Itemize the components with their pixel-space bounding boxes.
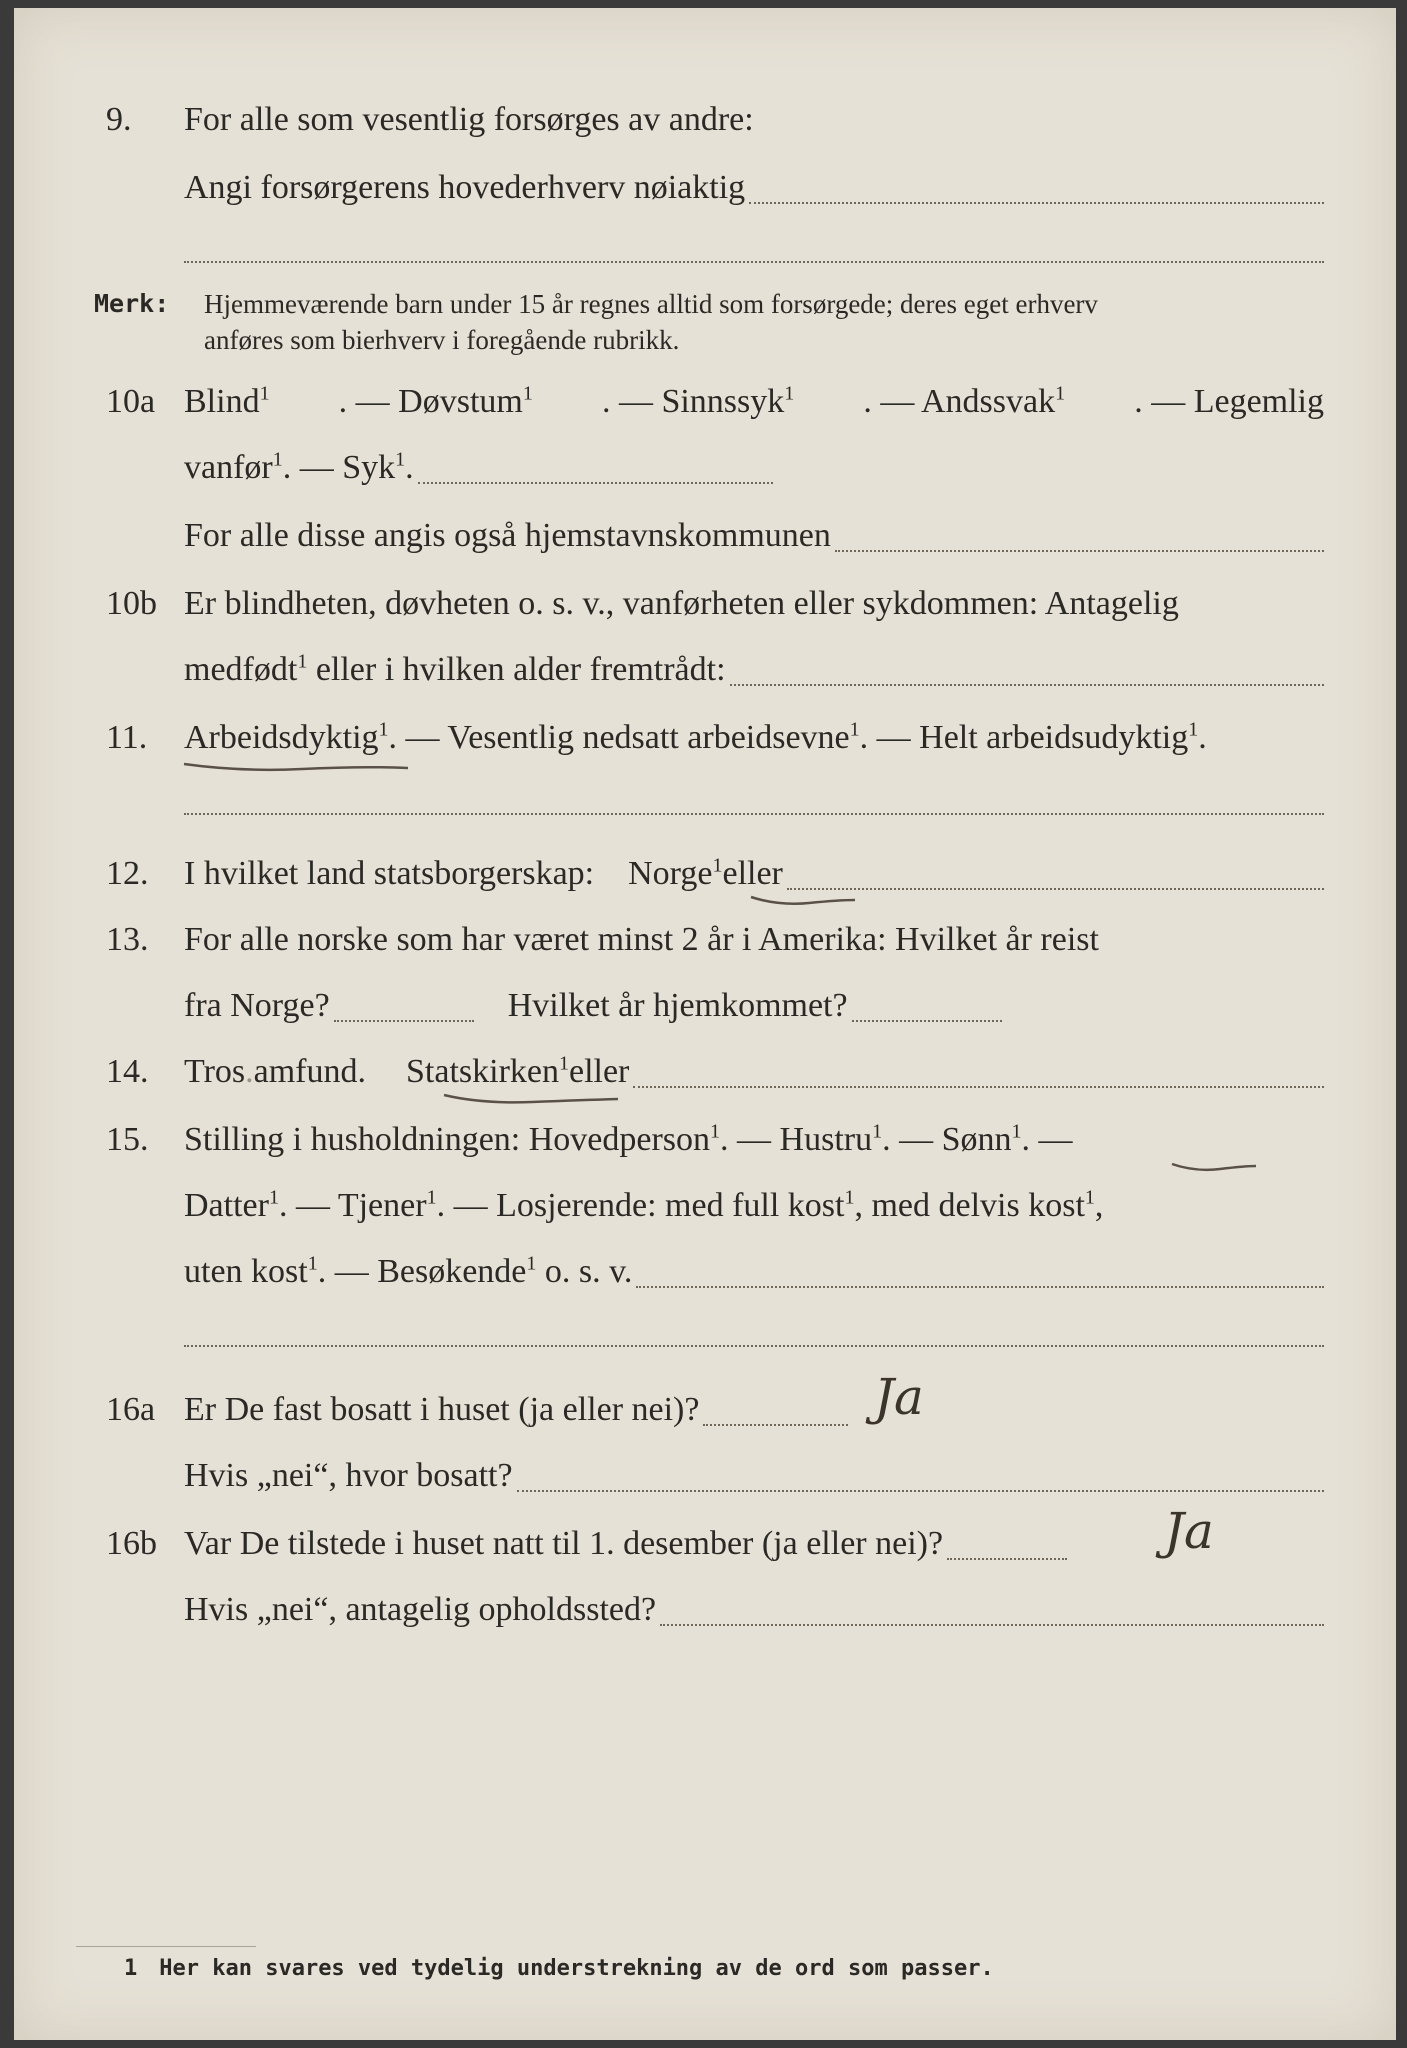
footnote [124, 1956, 994, 1981]
q14-statskirken[interactable]: Statskirken$^1$ [406, 1052, 569, 1090]
q16a-bosatt-field[interactable] [517, 1489, 1324, 1492]
q10a-legemlig: . — Legemlig [1134, 383, 1324, 420]
q16a-answer-field[interactable] [703, 1423, 848, 1426]
q10a-hjemstavn-field[interactable] [835, 549, 1324, 552]
q10a-hjemstavn-label: For alle disse angis også hjemstavnskommunen [184, 517, 831, 554]
q9-occupation-field[interactable] [749, 201, 1324, 204]
q13-reist-field[interactable] [334, 1019, 474, 1022]
q10b-line2 [14, 640, 1396, 700]
q9-occupation-label: Angi forsørgerens hovederhverv nøiaktig [184, 169, 746, 206]
q12-question: I hvilket land statsborgerskap: [184, 855, 595, 892]
merk-line2: anføres som bierhverv i foregående rubrikk. [204, 325, 680, 355]
q15-field[interactable] [636, 1285, 1324, 1288]
q14-underline-mark [442, 1092, 622, 1106]
q15-options-3: uten kost$^1$. — Besøkende$^1$ o. s. v. [184, 1252, 633, 1290]
q14-label: Tros.amfund. [184, 1053, 366, 1090]
q13-question: For alle norske som har været minst 2 år i Amerika: Hvilket år reist [184, 921, 1099, 958]
q10a-syk-field[interactable] [418, 481, 773, 484]
q14-line [14, 1042, 1396, 1102]
q14-eller: eller [568, 1053, 630, 1090]
q16b-line2 [14, 1580, 1396, 1640]
q16a-line1 [14, 1380, 1396, 1440]
q9-question: For alle som vesentlig forsørges av andre: [184, 101, 754, 138]
q10a-line1 [14, 372, 1396, 432]
q16a-bosatt-label: Hvis „nei“, hvor bosatt? [184, 1457, 513, 1494]
q14-number: 14. [106, 1053, 149, 1090]
q13-hjemkommet-field[interactable] [852, 1019, 1002, 1022]
q13-line1 [14, 910, 1396, 970]
q16a-question: Er De fast bosatt i huset (ja eller nei)? [184, 1391, 700, 1428]
q10a-sinnssyk: . — Sinnssyk$^1$ [601, 382, 795, 420]
q9-number: 9. [106, 101, 132, 138]
q11-arbeidsdyktig[interactable]: Arbeidsdyktig [184, 719, 379, 756]
q15-line3 [14, 1242, 1396, 1302]
q15-extra-field[interactable] [184, 1344, 1324, 1347]
q16a-handwritten-answer: Ja [874, 1368, 924, 1426]
q15-options-2: Datter$^1$. — Tjener$^1$. — Losjerende: med full kost$^1$, med delvis kost$^1$, [184, 1186, 1104, 1224]
q16b-opholdssted-field[interactable] [660, 1623, 1324, 1626]
q13-hjemkommet-label: Hvilket år hjemkommet? [507, 987, 848, 1024]
q15-line2 [14, 1176, 1396, 1236]
q12-norge[interactable]: Norge$^1$ [628, 854, 723, 892]
footnote-mark: 1 [124, 1956, 138, 1981]
q16b-opholdssted-label: Hvis „nei“, antagelig opholdssted? [184, 1591, 657, 1628]
q14-field[interactable] [633, 1085, 1324, 1088]
q10b-line1 [14, 574, 1396, 634]
q10a-dovstum: . — Døvstum$^1$ [338, 382, 533, 420]
q10a-line2 [14, 438, 1396, 498]
q9-line2 [14, 158, 1396, 218]
q11-extra-field[interactable] [184, 812, 1324, 815]
q12-number: 12. [106, 855, 149, 892]
q10b-medfodt: medfødt$^1$ eller i hvilken alder fremtrådt: [184, 650, 726, 688]
q10a-andssvak: . — Andssvak$^1$ [863, 382, 1066, 420]
q12-underline-mark [749, 894, 859, 908]
q11-options: Arbeidsdyktig$^1$. — Vesentlig nedsatt arbeidsevne$^1$. — Helt arbeidsudyktig$^1$. [184, 718, 1207, 756]
q16b-handwritten-answer: Ja [1164, 1502, 1214, 1560]
q10b-field[interactable] [730, 683, 1324, 686]
q16b-answer-field[interactable] [947, 1557, 1067, 1560]
census-form-page [14, 8, 1396, 2040]
q16a-line2 [14, 1446, 1396, 1506]
q9-extra-field[interactable] [184, 260, 1324, 263]
q16a-number: 16a [106, 1391, 156, 1428]
q10a-vanfor: vanfør$^1$. — Syk$^1$. [184, 448, 414, 486]
q9-line1 [14, 90, 1396, 150]
q10b-number: 10b [106, 585, 157, 622]
q15-underline-mark [1170, 1160, 1260, 1174]
q12-eller: eller [722, 855, 783, 892]
q12-field[interactable] [787, 887, 1324, 890]
q13-reist-label: fra Norge? [184, 987, 330, 1024]
merk-label: Merk: [94, 289, 170, 318]
q15-number: 15. [106, 1121, 149, 1158]
q16b-number: 16b [106, 1525, 157, 1562]
q15-options-1: Stilling i husholdningen: Hovedperson$^1$. — Hustru$^1$. — Sønn$^1$. — [184, 1120, 1073, 1158]
q11-underline-mark [182, 760, 412, 774]
q10a-line3 [14, 506, 1396, 566]
q13-number: 13. [106, 921, 149, 958]
q10b-question: Er blindheten, døvheten o. s. v., vanførheten eller sykdommen: Antagelig [184, 585, 1179, 622]
q13-line2 [14, 976, 1396, 1036]
q12-line [14, 844, 1396, 904]
q16b-question: Var De tilstede i huset natt til 1. desember (ja eller nei)? [184, 1525, 944, 1562]
q10a-number: 10a [106, 383, 156, 420]
footnote-rule [76, 1946, 256, 1947]
q10a-blind: Blind$^1$ [184, 382, 270, 420]
footnote-text: Her kan svares ved tydelig understrekning av de ord som passer. [159, 1956, 994, 1981]
merk-line1: Hjemmeværende barn under 15 år regnes alltid som forsørgede; deres eget erhverv [204, 289, 1098, 319]
q11-number: 11. [106, 719, 148, 756]
q11-line [14, 708, 1396, 768]
